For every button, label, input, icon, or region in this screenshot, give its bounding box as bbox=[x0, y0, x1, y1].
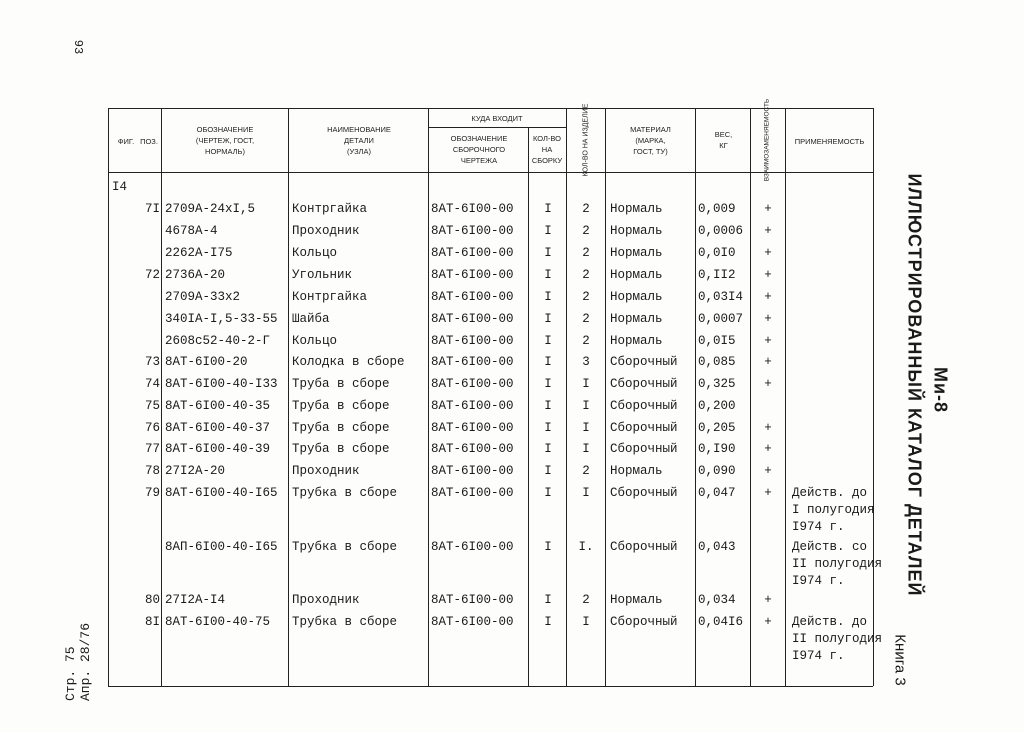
cell-qty-product: I bbox=[582, 377, 590, 391]
page-number: 93 bbox=[71, 39, 85, 55]
cell-assembly: 8AT-6I00-00 bbox=[431, 593, 514, 607]
cell-weight: 0,034 bbox=[698, 593, 736, 607]
cell-designation: 2709A-33x2 bbox=[165, 290, 241, 304]
cell-designation: 2709A-24xI,5 bbox=[165, 202, 256, 216]
cell-assembly: 8AT-6I00-00 bbox=[431, 290, 514, 304]
cell-material: Сборочный bbox=[610, 377, 678, 391]
cell-name: Проходник bbox=[292, 464, 360, 478]
cell-assembly: 8AT-6I00-00 bbox=[431, 421, 514, 435]
cell-material: Сборочный bbox=[610, 442, 678, 456]
cell-qty-assembly: I bbox=[544, 486, 552, 500]
cell-material: Нормаль bbox=[610, 246, 663, 260]
header-pos: ПОЗ. bbox=[140, 137, 158, 146]
cell-interchange: + bbox=[764, 268, 772, 282]
cell-weight: 0,009 bbox=[698, 202, 736, 216]
cell-interchange: + bbox=[764, 442, 772, 456]
cell-qty-assembly: I bbox=[544, 442, 552, 456]
cell-qty-product: 2 bbox=[582, 224, 590, 238]
cell-assembly: 8AT-6I00-00 bbox=[431, 442, 514, 456]
cell-designation: 8AT-6I00-40-37 bbox=[165, 421, 271, 435]
cell-applicability: Действ. со bbox=[792, 540, 868, 554]
cell-assembly: 8AT-6I00-00 bbox=[431, 615, 514, 629]
header-material: МАТЕРИАЛ (МАРКА, ГОСТ, ТУ) bbox=[630, 125, 671, 156]
cell-qty-assembly: I bbox=[544, 399, 552, 413]
cell-qty-product: I bbox=[582, 486, 590, 500]
cell-interchange: + bbox=[764, 334, 772, 348]
cell-name: Колодка в сборе bbox=[292, 355, 405, 369]
cell-pos: 7I bbox=[144, 202, 160, 216]
cell-qty-assembly: I bbox=[544, 377, 552, 391]
cell-designation: 2608с52-40-2-Г bbox=[165, 334, 271, 348]
cell-assembly: 8AT-6I00-00 bbox=[431, 540, 514, 554]
cell-assembly: 8AT-6I00-00 bbox=[431, 312, 514, 326]
cell-pos: 79 bbox=[144, 486, 160, 500]
cell-qty-assembly: I bbox=[544, 615, 552, 629]
cell-applicability: I974 г. bbox=[792, 520, 845, 534]
cell-interchange: + bbox=[764, 246, 772, 260]
cell-name: Трубка в сборе bbox=[292, 540, 398, 554]
cell-qty-assembly: I bbox=[544, 540, 552, 554]
cell-qty-product: I bbox=[582, 421, 590, 435]
cell-interchange: + bbox=[764, 355, 772, 369]
cell-qty-product: 2 bbox=[582, 202, 590, 216]
cell-pos: 73 bbox=[144, 355, 160, 369]
cell-qty-product: 2 bbox=[582, 268, 590, 282]
cell-designation: 2736A-20 bbox=[165, 268, 226, 282]
cell-assembly: 8AT-6I00-00 bbox=[431, 355, 514, 369]
cell-material: Сборочный bbox=[610, 486, 678, 500]
cell-qty-assembly: I bbox=[544, 464, 552, 478]
cell-qty-assembly: I bbox=[544, 268, 552, 282]
cell-material: Нормаль bbox=[610, 312, 663, 326]
page-reference bbox=[63, 623, 93, 701]
cell-designation: 8AT-6I00-40-39 bbox=[165, 442, 271, 456]
cell-material: Сборочный bbox=[610, 355, 678, 369]
cell-applicability: II полугодия bbox=[792, 632, 883, 646]
cell-assembly: 8AT-6I00-00 bbox=[431, 224, 514, 238]
header-where-used: КУДА ВХОДИТ bbox=[471, 114, 523, 123]
cell-name: Контргайка bbox=[292, 202, 368, 216]
cell-weight: 0,047 bbox=[698, 486, 736, 500]
cell-weight: 0,03I4 bbox=[698, 290, 744, 304]
cell-qty-assembly: I bbox=[544, 593, 552, 607]
cell-designation: 340IA-I,5-33-55 bbox=[165, 312, 278, 326]
cell-qty-assembly: I bbox=[544, 224, 552, 238]
cell-applicability: I полугодия bbox=[792, 503, 875, 517]
cell-qty-product: 3 bbox=[582, 355, 590, 369]
cell-assembly: 8AT-6I00-00 bbox=[431, 464, 514, 478]
cell-name: Трубка в сборе bbox=[292, 615, 398, 629]
cell-pos: 80 bbox=[144, 593, 160, 607]
cell-pos: 76 bbox=[144, 421, 160, 435]
header-name: НАИМЕНОВАНИЕ ДЕТАЛИ (УЗЛА) bbox=[327, 125, 391, 156]
cell-designation: 8AT-6I00-40-I33 bbox=[165, 377, 278, 391]
cell-name: Шайба bbox=[292, 312, 330, 326]
cell-material: Сборочный bbox=[610, 421, 678, 435]
cell-assembly: 8AT-6I00-00 bbox=[431, 486, 514, 500]
header-weight: ВЕС, КГ bbox=[714, 130, 733, 150]
cell-qty-product: 2 bbox=[582, 334, 590, 348]
cell-assembly: 8AT-6I00-00 bbox=[431, 246, 514, 260]
cell-assembly: 8AT-6I00-00 bbox=[431, 268, 514, 282]
cell-qty-assembly: I bbox=[544, 290, 552, 304]
cell-qty-product: 2 bbox=[582, 593, 590, 607]
cell-pos: 78 bbox=[144, 464, 160, 478]
cell-weight: 0,0007 bbox=[698, 312, 744, 326]
cell-interchange: + bbox=[764, 593, 772, 607]
cell-weight: 0,0I0 bbox=[698, 246, 736, 260]
header-assembly-designation: ОБОЗНАЧЕНИЕ СБОРОЧНОГО ЧЕРТЕЖА bbox=[450, 134, 508, 165]
cell-name: Контргайка bbox=[292, 290, 368, 304]
header-applicability: ПРИМЕНЯЕМОСТЬ bbox=[794, 137, 865, 146]
cell-weight: 0,0006 bbox=[698, 224, 744, 238]
cell-interchange: + bbox=[764, 615, 772, 629]
cell-name: Проходник bbox=[292, 593, 360, 607]
cell-qty-product: 2 bbox=[582, 312, 590, 326]
cell-interchange: + bbox=[764, 312, 772, 326]
cell-designation: 8AT-6I00-40-I65 bbox=[165, 486, 278, 500]
cell-qty-assembly: I bbox=[544, 312, 552, 326]
cell-pos: 75 bbox=[144, 399, 160, 413]
apr-ref-line: Апр. 28/76 bbox=[78, 622, 93, 702]
cell-assembly: 8AT-6I00-00 bbox=[431, 377, 514, 391]
cell-interchange: + bbox=[764, 290, 772, 304]
cell-qty-product: 2 bbox=[582, 464, 590, 478]
cell-material: Нормаль bbox=[610, 290, 663, 304]
cell-pos: 8I bbox=[144, 615, 160, 629]
cell-pos: 74 bbox=[144, 377, 160, 391]
cell-qty-product: I bbox=[582, 399, 590, 413]
cell-qty-assembly: I bbox=[544, 334, 552, 348]
cell-weight: 0,043 bbox=[698, 540, 736, 554]
cell-designation: 8AT-6I00-20 bbox=[165, 355, 248, 369]
cell-assembly: 8AT-6I00-00 bbox=[431, 399, 514, 413]
cell-qty-product: 2 bbox=[582, 290, 590, 304]
cell-interchange: + bbox=[764, 486, 772, 500]
cell-qty-assembly: I bbox=[544, 421, 552, 435]
cell-material: Сборочный bbox=[610, 540, 678, 554]
cell-interchange: + bbox=[764, 202, 772, 216]
cell-pos: 72 bbox=[144, 268, 160, 282]
cell-qty-assembly: I bbox=[544, 202, 552, 216]
cell-weight: 0,205 bbox=[698, 421, 736, 435]
cell-weight: 0,0I5 bbox=[698, 334, 736, 348]
figure-number: I4 bbox=[112, 180, 128, 194]
book-label: Книга 3 bbox=[891, 634, 909, 686]
model-title: Ми-8 bbox=[930, 366, 951, 414]
header-interchange: ВЗАИМОЗАМЕНЯЕМОСТЬ bbox=[763, 98, 771, 182]
cell-designation: 2262A-I75 bbox=[165, 246, 233, 260]
catalog-title: ИЛЛЮСТРИРОВАННЫЙ КАТАЛОГ ДЕТАЛЕЙ bbox=[904, 173, 925, 597]
cell-name: Труба в сборе bbox=[292, 399, 390, 413]
cell-name: Трубка в сборе bbox=[292, 486, 398, 500]
cell-qty-product: I. bbox=[578, 540, 594, 554]
cell-interchange: + bbox=[764, 377, 772, 391]
cell-designation: 27I2A-20 bbox=[165, 464, 226, 478]
cell-material: Нормаль bbox=[610, 202, 663, 216]
cell-material: Нормаль bbox=[610, 464, 663, 478]
cell-name: Кольцо bbox=[292, 246, 338, 260]
cell-interchange: + bbox=[764, 421, 772, 435]
cell-designation: 8AT-6I00-40-35 bbox=[165, 399, 271, 413]
cell-designation: 4678A-4 bbox=[165, 224, 218, 238]
cell-assembly: 8AT-6I00-00 bbox=[431, 202, 514, 216]
cell-weight: 0,04I6 bbox=[698, 615, 744, 629]
cell-weight: 0,II2 bbox=[698, 268, 736, 282]
cell-name: Кольцо bbox=[292, 334, 338, 348]
cell-material: Сборочный bbox=[610, 399, 678, 413]
cell-weight: 0,090 bbox=[698, 464, 736, 478]
cell-name: Труба в сборе bbox=[292, 421, 390, 435]
header-designation: ОБОЗНАЧЕНИЕ (ЧЕРТЕЖ, ГОСТ, НОРМАЛЬ) bbox=[195, 125, 255, 156]
cell-qty-product: I bbox=[582, 615, 590, 629]
cell-weight: 0,200 bbox=[698, 399, 736, 413]
cell-name: Угольник bbox=[292, 268, 353, 282]
header-qty-product: КОЛ-ВО НА ИЗДЕЛИЕ bbox=[582, 103, 590, 177]
cell-weight: 0,085 bbox=[698, 355, 736, 369]
cell-weight: 0,I90 bbox=[698, 442, 736, 456]
cell-name: Проходник bbox=[292, 224, 360, 238]
cell-name: Труба в сборе bbox=[292, 377, 390, 391]
cell-applicability: I974 г. bbox=[792, 649, 845, 663]
cell-material: Сборочный bbox=[610, 615, 678, 629]
cell-interchange: + bbox=[764, 464, 772, 478]
cell-material: Нормаль bbox=[610, 268, 663, 282]
cell-applicability: Действ. до bbox=[792, 615, 868, 629]
cell-name: Труба в сборе bbox=[292, 442, 390, 456]
cell-designation: 8AT-6I00-40-75 bbox=[165, 615, 271, 629]
cell-applicability: II полугодия bbox=[792, 557, 883, 571]
cell-interchange: + bbox=[764, 224, 772, 238]
cell-qty-product: I bbox=[582, 442, 590, 456]
cell-material: Нормаль bbox=[610, 593, 663, 607]
cell-qty-product: 2 bbox=[582, 246, 590, 260]
cell-pos: 77 bbox=[144, 442, 160, 456]
cell-material: Нормаль bbox=[610, 334, 663, 348]
cell-assembly: 8AT-6I00-00 bbox=[431, 334, 514, 348]
cell-material: Нормаль bbox=[610, 224, 663, 238]
cell-designation: 27I2A-I4 bbox=[165, 593, 226, 607]
header-fig: ФИГ. bbox=[117, 137, 135, 146]
cell-applicability: Действ. до bbox=[792, 486, 868, 500]
header-qty-assembly: КОЛ-ВО НА СБОРКУ bbox=[531, 134, 563, 165]
cell-applicability: I974 г. bbox=[792, 574, 845, 588]
cell-qty-assembly: I bbox=[544, 246, 552, 260]
cell-designation: 8AП-6I00-40-I65 bbox=[165, 540, 278, 554]
cell-weight: 0,325 bbox=[698, 377, 736, 391]
cell-qty-assembly: I bbox=[544, 355, 552, 369]
page-ref-line: Стр. 75 bbox=[63, 646, 78, 702]
